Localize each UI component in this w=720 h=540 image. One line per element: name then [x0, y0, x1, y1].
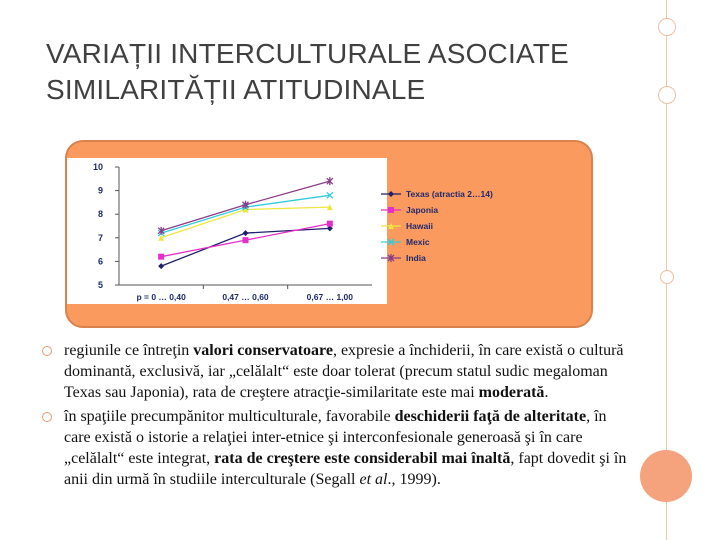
y-tick-label: 7 [97, 232, 103, 243]
y-tick-label: 8 [97, 209, 103, 220]
page-title [46, 36, 646, 108]
bullet-text: regiunile ce întreţin [64, 342, 194, 359]
bullet-text: ., 1999). [387, 471, 441, 488]
bullet-item [40, 340, 630, 403]
bullet-text: . [544, 384, 549, 401]
bullet-list [40, 340, 630, 493]
bullet-text: , expresie a închiderii, în care există o cultură dominantă, exclusivă, iar „celălalt“ este doar tolerat (precum statul sudic megaloman Texas sau Japonia), rata de creştere atracţie-similaritate este mai [64, 342, 624, 401]
bullet-item [40, 406, 630, 490]
x-tick-label: 0,67 … 1,00 [306, 292, 353, 302]
line-chart [67, 142, 595, 330]
bullet-text: et al [359, 471, 388, 488]
decorative-circle [660, 270, 674, 284]
legend-label: Hawaii [406, 221, 433, 231]
page-title-line-2: SIMILARITĂȚII ATITUDINALE [46, 74, 426, 105]
y-tick-label: 5 [97, 280, 103, 290]
legend-label: Mexic [406, 237, 430, 247]
decorative-circle [658, 18, 676, 36]
data-point [327, 221, 333, 227]
y-tick-label: 9 [97, 185, 103, 196]
bullet-text: valori conservatoare [193, 342, 333, 359]
bullet-circle-icon [42, 346, 52, 356]
legend-label: Japonia [406, 205, 439, 215]
y-tick-label: 6 [97, 256, 103, 267]
x-tick-label: p = 0 … 0,40 [136, 292, 186, 302]
legend-label: India [406, 253, 426, 263]
bullet-text: deschiderii faţă de alteritate [394, 408, 587, 425]
page-title-line-1: VARIAȚII INTERCULTURALE ASOCIATE [46, 38, 569, 69]
y-tick-label: 10 [92, 162, 103, 172]
bullet-circle-icon [42, 412, 52, 422]
bullet-text: rata de creştere este considerabil mai înaltă [214, 450, 511, 467]
data-point [158, 254, 164, 260]
legend-marker [388, 191, 394, 197]
legend-marker [388, 207, 394, 213]
bullet-text: în spaţiile precumpănitor multiculturale, favorabile [64, 408, 395, 425]
data-point [243, 237, 249, 243]
bullet-text: moderată [478, 384, 545, 401]
decorative-circle [658, 86, 676, 104]
bullet-text: , în care există o istorie a relaţiei inter-etnice şi interconfesionale generoasă şi în care „celălalt“ este integrat, [64, 408, 607, 467]
chart-frame [65, 140, 593, 328]
legend-label: Texas (atractia 2…14) [406, 189, 493, 199]
plot-background [67, 158, 387, 304]
bullet-text: , fapt dovedit şi în anii din urmă în studiile interculturale (Segall [64, 450, 627, 488]
decorative-circle-filled [640, 450, 692, 502]
x-tick-label: 0,47 … 0,60 [222, 292, 269, 302]
